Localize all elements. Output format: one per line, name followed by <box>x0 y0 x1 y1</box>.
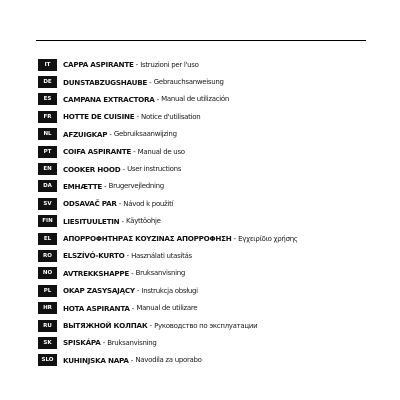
language-code-badge: PT <box>38 146 57 158</box>
product-title: CAPPA ASPIRANTE <box>63 60 134 70</box>
manual-type-label: User instructions <box>127 165 182 174</box>
manual-type-label: Gebruiksaanwijzing <box>113 130 177 139</box>
language-code-badge: EL <box>38 233 57 245</box>
language-row <box>38 178 378 195</box>
title-separator: - <box>109 129 112 139</box>
manual-type-label: Bruksanvisning <box>107 338 157 347</box>
language-code-badge: SLO <box>38 354 57 366</box>
manual-type-label: Brugervejledning <box>108 182 164 191</box>
product-title: SPISKÁPA <box>63 338 101 348</box>
language-row <box>38 195 378 212</box>
language-code-badge: SK <box>38 337 57 349</box>
manual-type-label: Manual de uso <box>137 147 185 156</box>
title-separator: - <box>121 216 125 226</box>
manual-type-label: Manual de utilizare <box>136 304 198 313</box>
language-row <box>38 108 378 125</box>
language-code-badge: RU <box>38 320 57 332</box>
manual-type-label: Istruzioni per l'uso <box>140 60 199 69</box>
title-separator: - <box>102 338 106 348</box>
manual-type-label: Navodila za uporabo <box>135 356 202 365</box>
language-row <box>38 334 378 351</box>
title-separator: - <box>133 147 136 157</box>
language-row <box>38 160 378 177</box>
language-row <box>38 265 378 282</box>
product-title: OKAP ZASYSAJĄCY <box>63 286 135 296</box>
language-code-badge: ES <box>38 93 57 105</box>
title-separator: - <box>149 321 153 331</box>
language-code-badge: DA <box>38 180 57 192</box>
manual-type-label: Návod k použití <box>123 199 174 208</box>
language-row <box>38 213 378 230</box>
language-row <box>38 247 378 264</box>
product-title: LIESITUULETIN <box>63 216 120 226</box>
title-separator: - <box>131 268 134 278</box>
language-row <box>38 317 378 334</box>
title-separator: - <box>156 94 160 104</box>
language-code-badge: IT <box>38 59 57 71</box>
product-title: AFZUIGKAP <box>63 129 108 139</box>
language-row <box>38 91 378 108</box>
language-code-badge: FIN <box>38 215 57 227</box>
language-code-badge: DE <box>38 76 57 88</box>
manual-type-label: Manual de utilización <box>161 95 230 104</box>
language-row <box>38 282 378 299</box>
language-code-badge: EN <box>38 163 57 175</box>
language-row <box>38 299 378 316</box>
language-row <box>38 143 378 160</box>
product-title: EMHÆTTE <box>63 181 103 191</box>
product-title: ВЫТЯЖНОЙ КОЛПАК <box>63 321 148 331</box>
product-title: ELSZÍVÓ-KURTO <box>63 251 125 261</box>
product-title: COOKER HOOD <box>63 164 121 174</box>
language-row <box>38 73 378 90</box>
product-title: KUHINJSKA NAPA <box>63 355 129 365</box>
manual-type-label: Notice d'utilisation <box>141 112 201 121</box>
title-separator: - <box>118 199 122 209</box>
manual-type-label: Εγχειρίδιο χρήσης <box>238 234 298 243</box>
language-row <box>38 230 378 247</box>
language-code-badge: FR <box>38 111 57 123</box>
manual-type-label: Instrukcja obsługi <box>141 286 198 295</box>
language-row <box>38 56 378 73</box>
manual-type-label: Bruksanvisning <box>135 269 186 278</box>
language-code-badge: PL <box>38 285 57 297</box>
title-separator: - <box>135 60 139 70</box>
language-code-badge: NO <box>38 267 57 279</box>
language-code-badge: RO <box>38 250 57 262</box>
title-separator: - <box>126 251 130 261</box>
product-title: ΑΠΟΡΡΟΦΗΤΗΡΑΣ ΚΟΥΖΙΝΑΣ ΑΠΟΡΡΟΦΗΣΗ <box>63 234 232 244</box>
title-separator: - <box>136 286 140 296</box>
top-divider-line <box>36 40 366 41</box>
product-title: CAMPANA EXTRACTORA <box>63 94 155 104</box>
title-separator: - <box>136 112 140 122</box>
product-title: HOTA ASPIRANTA <box>63 303 130 313</box>
title-separator: - <box>104 181 107 191</box>
product-title: HOTTE DE CUISINE <box>63 112 135 122</box>
product-title: AVTREKKSHAPPE <box>63 268 130 278</box>
manual-type-label: Käyttöohje <box>126 217 161 226</box>
title-separator: - <box>130 355 134 365</box>
manual-type-label: Használati utasítás <box>131 251 192 260</box>
product-title: ODSAVAČ PAR <box>63 199 117 209</box>
language-code-badge: SV <box>38 198 57 210</box>
language-row <box>38 352 378 369</box>
manual-type-label: Руководство по эксплуатации <box>154 321 258 330</box>
language-row <box>38 126 378 143</box>
language-list <box>38 56 378 369</box>
title-separator: - <box>149 77 152 87</box>
title-separator: - <box>131 303 135 313</box>
manual-type-label: Gebrauchsanweisung <box>153 78 224 87</box>
title-separator: - <box>233 234 237 244</box>
language-code-badge: HR <box>38 302 57 314</box>
title-separator: - <box>122 164 126 174</box>
product-title: COIFA ASPIRANTE <box>63 147 132 157</box>
product-title: DUNSTABZUGSHAUBE <box>63 77 148 87</box>
language-code-badge: NL <box>38 128 57 140</box>
